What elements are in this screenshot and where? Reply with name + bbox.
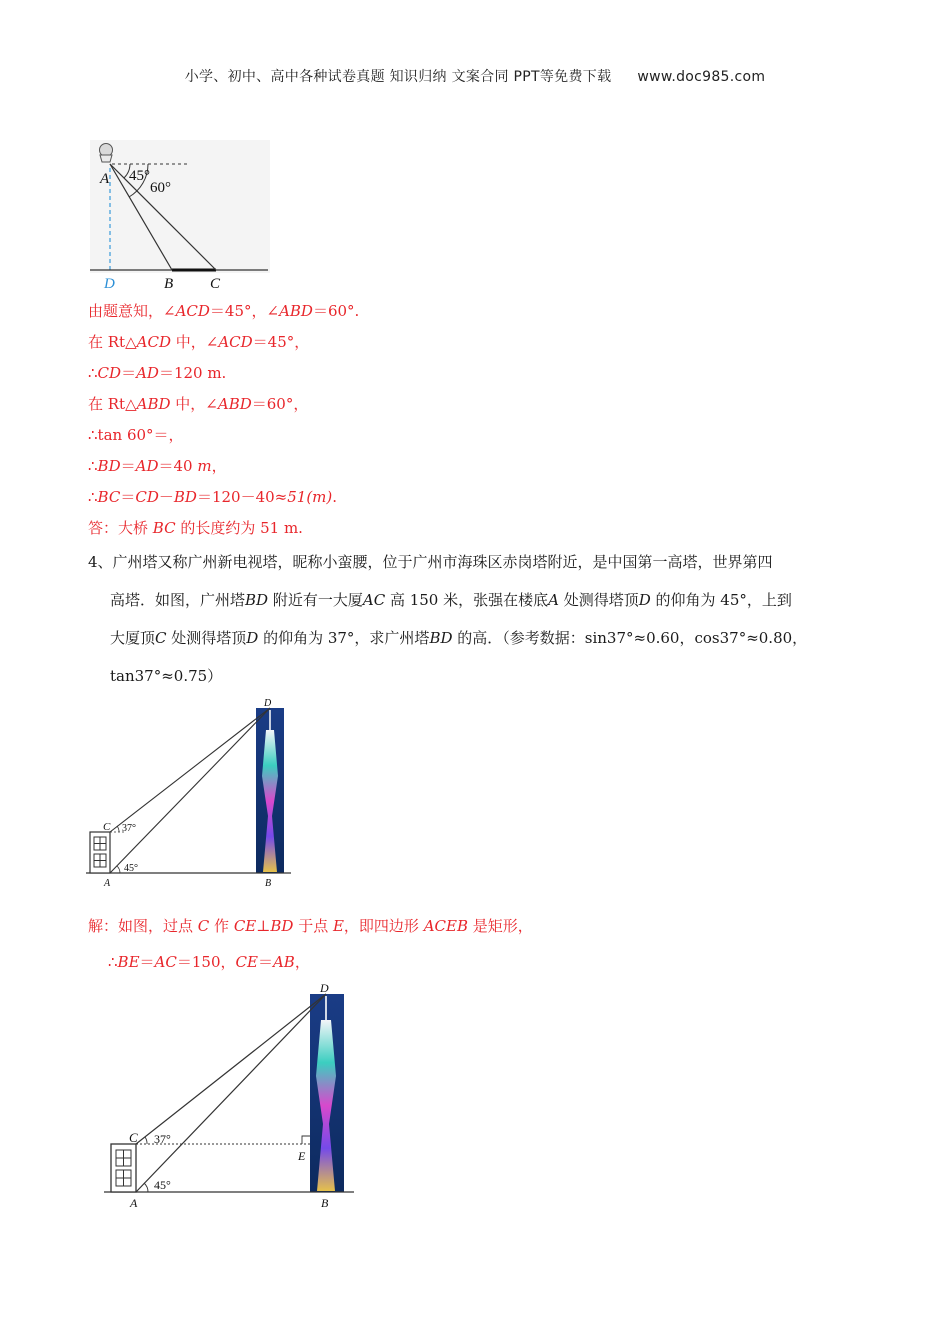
var: D [638,591,651,609]
solution3-line-7 [88,486,337,507]
label-b: B [321,1196,329,1210]
solution3-line-5 [88,424,184,445]
text: ， [294,953,310,971]
var: D [246,629,259,647]
var: CD [97,364,122,382]
var: CE [235,953,258,971]
var: BD [173,488,197,506]
var: AD [136,364,159,382]
text: ＝ [139,953,155,971]
text: 是矩形， [468,917,533,935]
text: 处测得塔顶 [558,591,639,609]
text: 答：大桥 [88,519,153,537]
text: 广州塔又称广州新电视塔，昵称小蛮腰，位于广州市海珠区赤岗塔附近，是中国第一高塔，世界第四 [112,553,773,571]
var: C [197,917,210,935]
text: 附近有一大厦 [268,591,363,609]
var: BD [270,917,294,935]
text: ∴ [88,488,98,506]
label-angle-37: 37° [154,1132,171,1146]
problem-number: 4、 [88,553,113,571]
text: ∴ [108,953,118,971]
text: 在 Rt△ [88,395,137,413]
var: ACD [218,333,253,351]
text: ＝ [120,457,136,475]
label-c: C [129,1130,138,1145]
solution4-line-1 [88,915,533,936]
label-c: C [210,276,221,292]
text: ＝60°， [251,395,309,413]
label-a: A [130,1196,138,1210]
problem4-line-2 [88,581,858,619]
text: 作 [209,917,234,935]
label-angle-45: 45° [124,863,138,874]
text: ⊥ [256,917,271,935]
text: 的仰角为 37°，求广州塔 [258,629,430,647]
label-b: B [265,878,272,889]
var: C [155,629,167,647]
label-a: A [100,171,110,187]
solution3-line-3 [88,362,226,383]
text: ∴ [88,364,98,382]
var: AB [272,953,295,971]
var: A [548,591,559,609]
solution3-line-6 [88,455,227,476]
var: BE [117,953,140,971]
var: 51(m) [287,488,333,506]
problem4-line-1 [88,543,858,581]
solution3-line-4 [88,393,308,414]
header-title: 小学、初中、高中各种试卷真题 知识归纳 文案合同 PPT等免费下载 [184,69,612,85]
label-d: D [264,698,272,709]
text: ， [211,457,227,475]
text: 的仰角为 45°，上到 [650,591,792,609]
var: ABD [136,395,171,413]
text: ＝45°， [252,333,310,351]
text: tan37°≈0.75） [110,667,223,685]
header-site: www.doc985.com [637,69,766,85]
text: 大厦顶 [110,629,156,647]
var: BC [152,519,176,537]
var: ABD [217,395,252,413]
text: 高 150 米，张强在楼底 [385,591,549,609]
label-a: A [104,878,111,889]
var: AD [135,457,159,475]
var: ACD [175,302,210,320]
label-angle-60: 60° [150,180,171,196]
label-d: D [320,981,329,995]
text: 中，∠ [170,333,219,351]
var: ACD [136,333,171,351]
figure-2 [86,696,296,891]
text: ＝120－40≈ [196,488,288,506]
var: AC [154,953,177,971]
text: ∴tan 60°＝， [88,426,184,444]
label-e: E [298,1149,306,1163]
var: CD [135,488,159,506]
text: 中，∠ [170,395,218,413]
solution4-line-2 [108,951,310,972]
line-cd [110,708,270,832]
page-header [0,66,950,86]
text: 解：如图，过点 [88,917,198,935]
figure-3 [104,978,359,1214]
text: . [332,488,338,506]
label-angle-37: 37° [122,823,136,834]
text: 由题意知，∠ [88,302,176,320]
text: ＝120 m. [158,364,227,382]
var: E [332,917,344,935]
label-angle-45: 45° [154,1178,171,1192]
var: ACEB [423,917,468,935]
solution3-line-2 [88,331,309,352]
text: 的高．（参考数据：sin37°≈0.60，cos37°≈0.80， [452,629,808,647]
solution3-line-8 [88,517,303,538]
text: ＝ [257,953,273,971]
text: ，即四边形 [343,917,424,935]
arc-45 [117,866,120,873]
problem4-line-4 [88,657,858,695]
text: ＝40 [158,457,198,475]
arc-45 [144,1183,148,1192]
problem-4 [88,543,858,695]
var: AC [362,591,386,609]
var: BC [97,488,121,506]
solution3-line-1 [88,300,359,321]
var: CE [233,917,257,935]
lamp-icon [100,144,113,163]
label-angle-45: 45° [129,168,150,184]
arc-37 [145,1137,147,1144]
figure-1 [90,140,270,290]
text: 高塔．如图，广州塔 [110,591,246,609]
text: ＝45°，∠ [209,302,280,320]
text: ＝60°. [312,302,360,320]
var: ABD [279,302,313,320]
line-ad [110,708,270,873]
label-d: D [104,276,115,292]
right-angle-mark-e [302,1136,310,1144]
var: m [197,457,212,475]
label-c: C [103,821,111,833]
text: ＝ [120,488,136,506]
var: BD [97,457,121,475]
problem4-line-3 [88,619,858,657]
text: ＝ [121,364,137,382]
label-b: B [164,276,174,292]
text: 在 Rt△ [88,333,137,351]
text: 处测得塔顶 [166,629,247,647]
arc-37 [117,826,119,832]
var: BD [245,591,269,609]
text: ＝150， [176,953,236,971]
text: － [158,488,174,506]
text: 的长度约为 51 m. [175,519,303,537]
text: 于点 [293,917,333,935]
line-cd [136,994,326,1144]
text: ∴ [88,457,98,475]
var: BD [429,629,453,647]
figure-1-background [90,140,270,273]
